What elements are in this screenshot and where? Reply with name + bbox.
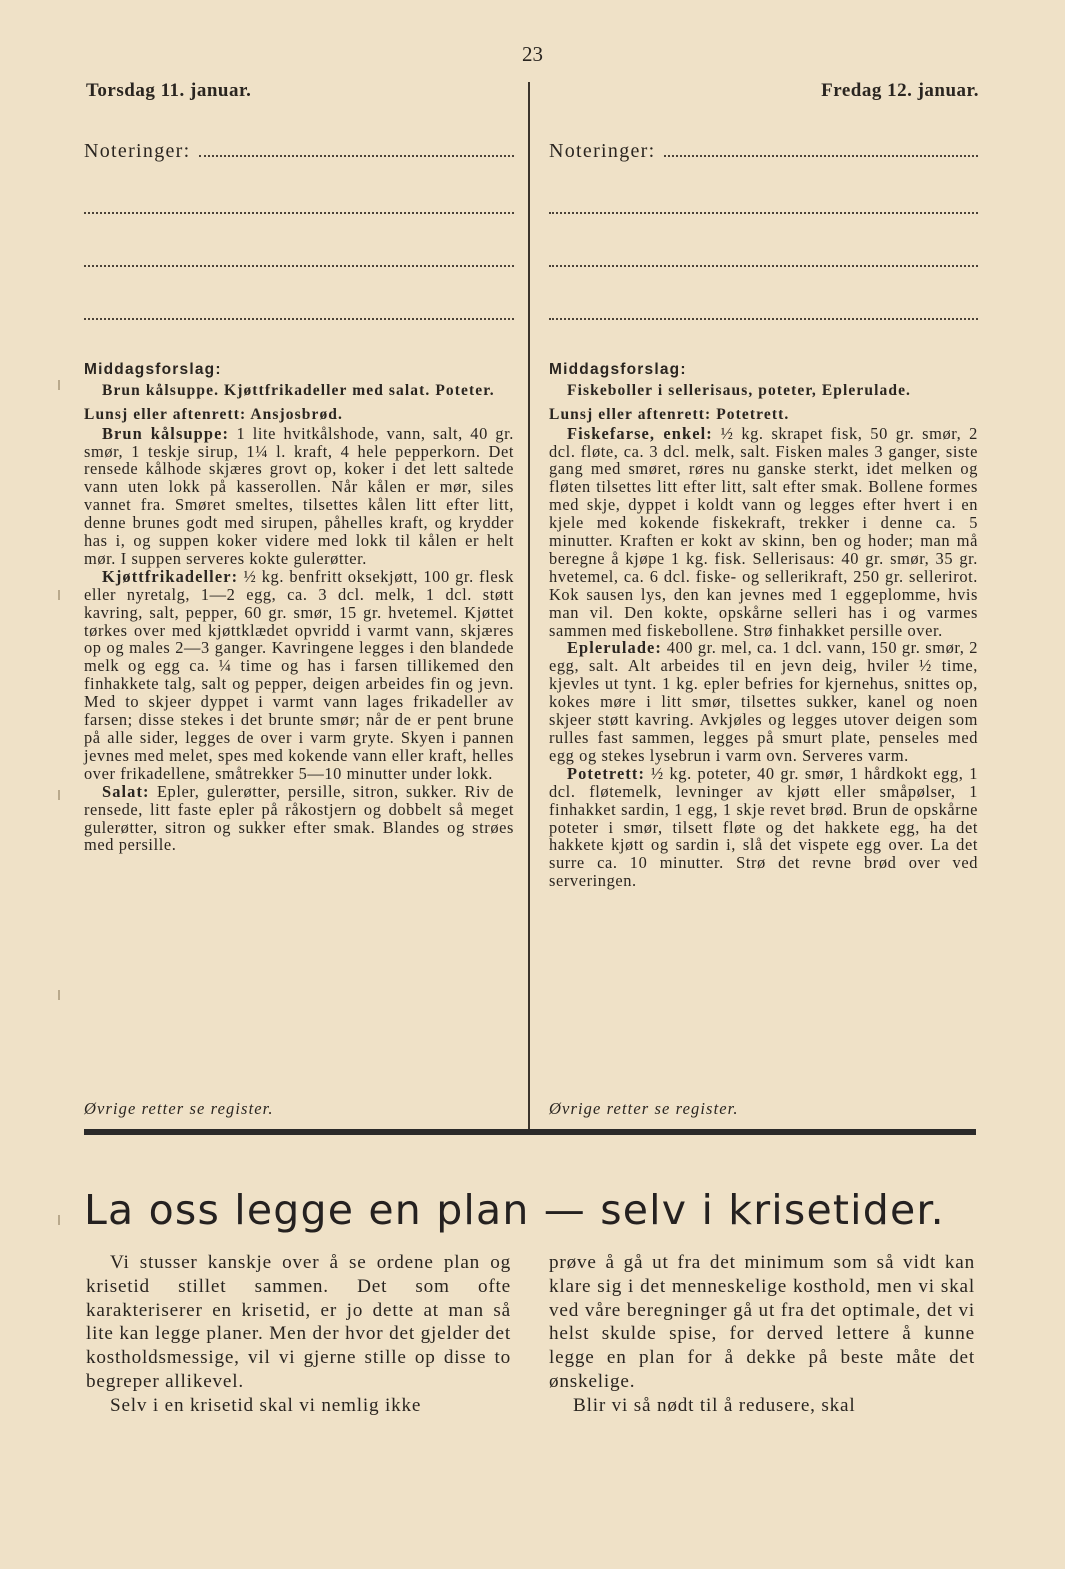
section-divider-rule xyxy=(84,1129,976,1135)
article-headline: La oss legge en plan — selv i krisetider. xyxy=(84,1186,945,1234)
recipe-text: ½ kg. benfritt oksekjøtt, 100 gr. flesk eller nyretalg, 1—2 egg, ca. 3 dcl. melk, 1 dcl. støtt kavring, salt, pepper, 60 gr. smør, 15 gr. hvetemel. Kjøttet tørkes over med kjøttklædet opvridd i varmt vann, skjæres op og males 2—3 ganger. Kavringene legges i den blandede melk og egg ca. ¼ time og has i farsen tillikemed den finhakkete talg, salt og pepper, deigen arbeides fin og jevn. Med to skjeer dyppet i varmt vann lages frikadeller av farsen; disse stekes i det brunte smør; når de er pent brune på alle sider, legges de over i varm gryte. Skyen i pannen jevnes med melet, spes med kokende vann eller kraft, helles over frikadellene, småtrekker 5—10 minutter under lokk. xyxy=(84,566,515,783)
lunch-line xyxy=(549,405,978,425)
article-paragraph: Selv i en krisetid skal vi nemlig ikke xyxy=(110,1394,422,1416)
recipe-name: Brun kålsuppe: xyxy=(102,423,230,443)
recipe-name: Salat: xyxy=(102,781,150,801)
menu-section-right xyxy=(549,361,978,890)
notes-input-line[interactable] xyxy=(199,141,515,157)
article-column-left xyxy=(86,1251,511,1418)
recipe-text: ½ kg. poteter, 40 gr. smør, 1 hårdkokt egg, 1 dcl. fløtemelk, levninger av kjøtt eller småpølser, 1 finhakket sardin, 1 egg, 1 skje revet brød. Brun de opskårne poteter i smør, tilsett fløte og det hakkete egg, ha det hakkete kjøtt og sardin i, slå det vispete egg over. La det surre ca. 10 minutter. Strø det revne brød over ved serveringen. xyxy=(549,763,978,891)
menu-title: Brun kålsuppe. Kjøttfrikadeller med salat. Poteter. xyxy=(102,382,495,399)
notes-section-left xyxy=(84,140,514,320)
recipe xyxy=(549,425,978,640)
article-column-right xyxy=(549,1251,975,1418)
recipe-text: 1 lite hvitkålshode, vann, salt, 40 gr. smør, 1 teskje sirup, 1¼ l. kraft, 4 hele pepperkorn. Det rensede kålhode skjæres grovt op, koker i det lett saltede vann uten lokk på kasserollen. Når kålen er mør, siles vannet fra. Smøret smeltes, tilsettes kålen litt efter litt, denne brunes godt med sirupen, påhelles kraft, og krydder has i, og suppen koker videre med lokk til kålen er helt mør. I suppen serveres kokte gulerøtter. xyxy=(84,423,514,568)
day-heading-friday: Fredag 12. januar. xyxy=(821,80,979,101)
notes-label: Noteringer: xyxy=(549,140,656,162)
article-paragraph: Vi stusser kanskje over å se ordene plan og krisetid stillet sammen. Det som ofte karakteriserer en krisetid, er jo dette at man så lite kan legge planer. Men der hvor det gjelder det kostholdsmessige, vil vi gjerne stille op disse to begreper allikevel. xyxy=(86,1252,511,1392)
recipe-text: ½ kg. skrapet fisk, 50 gr. smør, 2 dcl. fløte, ca. 3 dcl. melk, salt. Fisken males 3 ganger, siste gang med smøret, røres nu ganske sterkt, idet melken og fløten tilsettes litt efter litt, salt efter smak. Bollene formes med skje, dyppet i koldt vann og legges efter hvert i en kjele med kokende fiskekraft, trekker i denne ca. 5 minutter. Kraften er kokt av skinn, ben og hoder; man må beregne å kjøpe 1 kg. fisk. Sellerisaus: 40 gr. smør, 35 gr. hvetemel, ca. 6 dcl. fiske- og sellerikraft, 250 gr. sellerirot. Kok sausen lys, den kan jevnes med 1 eggeplomme, hvis man vil. Den kokte, opskårne selleri has i og varmes sammen med fiskebollene. Strø finhakket persille over. xyxy=(549,423,978,640)
page-number: 23 xyxy=(522,42,543,66)
margin-mark xyxy=(58,380,60,390)
menu-section-left xyxy=(84,361,514,854)
recipe xyxy=(84,568,514,783)
lunch-line xyxy=(84,405,514,425)
notes-line[interactable] xyxy=(84,212,514,214)
article-paragraph: Blir vi så nødt til å redusere, skal xyxy=(573,1394,856,1416)
lunch-label: Lunsj eller aftenrett: xyxy=(549,405,712,423)
lunch-value: Potetrett. xyxy=(716,405,790,423)
recipe-text: Epler, gulerøtter, persille, sitron, sukker. Riv de rensede, litt faste epler på råkostjern og dobbelt så meget gulerøtter, sitron og sukker efter smak. Blandes og strøes med persille. xyxy=(84,781,514,855)
notes-line[interactable] xyxy=(84,265,514,267)
notes-line[interactable] xyxy=(549,212,978,214)
notes-label: Noteringer: xyxy=(84,140,191,162)
recipe-name: Kjøttfrikadeller: xyxy=(102,566,239,586)
notes-line[interactable] xyxy=(549,318,978,320)
menu-heading: Middagsforslag: xyxy=(549,361,687,378)
notes-line[interactable] xyxy=(84,318,514,320)
recipe-name: Fiskefarse, enkel: xyxy=(567,423,713,443)
recipe xyxy=(84,425,514,568)
recipe xyxy=(549,765,978,890)
lunch-label: Lunsj eller aftenrett: xyxy=(84,405,247,423)
notes-input-line[interactable] xyxy=(664,141,979,157)
menu-heading: Middagsforslag: xyxy=(84,361,222,378)
menu-title: Fiskeboller i sellerisaus, poteter, Eplerulade. xyxy=(567,382,912,399)
recipe-name: Eplerulade: xyxy=(567,638,662,658)
notes-line[interactable] xyxy=(549,265,978,267)
margin-mark xyxy=(58,590,60,600)
other-dishes-note: Øvrige retter se register. xyxy=(549,1099,739,1118)
recipe-text: 400 gr. mel, ca. 1 dcl. vann, 150 gr. smør, 2 egg, salt. Alt arbeides til en jevn deig, hviler ½ time, kjevles ut tynt. 1 kg. epler befries for kjernehus, snittes op, kokes møre i litt smør, tilsettes sukker, kanel og noen skjeer støtt kavring. Avkjøles og legges utover deigen som rulles fast sammen, legges på smurt plate, penseles med egg og stekes lysebrun i varm ovn. Serveres varm. xyxy=(549,638,979,765)
margin-mark xyxy=(58,1215,60,1225)
column-divider xyxy=(528,82,530,1129)
margin-mark xyxy=(58,790,60,800)
margin-mark xyxy=(58,990,60,1000)
recipe xyxy=(549,639,978,764)
recipe xyxy=(84,783,514,855)
notes-section-right xyxy=(549,140,978,320)
day-heading-thursday: Torsdag 11. januar. xyxy=(86,80,252,101)
recipe-name: Potetrett: xyxy=(567,763,646,783)
article-paragraph: prøve å gå ut fra det minimum som så vidt kan klare sig i det menneskelige kosthold, men vi skal ved våre beregninger gå ut fra det optimale, det vi helst skulde spise, for derved lettere å kunne legge en plan for å dekke på beste måte det ønskelige. xyxy=(549,1252,975,1392)
lunch-value: Ansjosbrød. xyxy=(250,405,343,423)
other-dishes-note: Øvrige retter se register. xyxy=(84,1099,274,1118)
